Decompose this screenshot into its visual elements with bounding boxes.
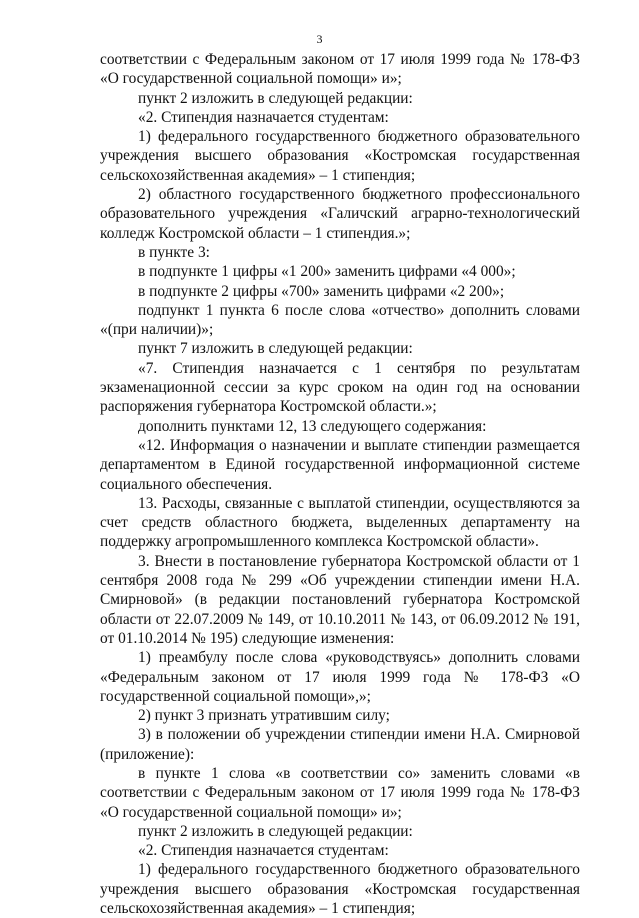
paragraph: пункт 7 изложить в следующей редакции: xyxy=(138,340,413,358)
paragraph: в пункте 3: xyxy=(138,243,210,261)
paragraph: подпункт 1 пункта 6 после слова «отчество» дополнить словами «(при наличии)»; xyxy=(100,301,580,339)
paragraph: 3) в положении об учреждении стипендии имени Н.А. Смирновой (приложение): xyxy=(100,726,580,763)
paragraph: в пункте 1 слова «в соответствии со» заменить словами «в соответствии с Федеральным законом от 17 июля 1999 года № 178-ФЗ «О государственной социальной помощи» и»; xyxy=(100,764,580,821)
paragraph: соответствии с Федеральным законом от 17 июля 1999 года № 178-ФЗ «О государственной социальной помощи» и»; xyxy=(100,51,580,88)
paragraph: 2) областного государственного бюджетного профессионального образовательного учреждения «Галичский аграрно-технологический колледж Костромской области – 1 стипендия.»; xyxy=(100,186,580,242)
document-body xyxy=(100,50,580,918)
paragraph: «12. Информация о назначении и выплате стипендии размещается департаментом в Единой государственной информационной системе социального обеспечения. xyxy=(100,436,580,493)
paragraph: 13. Расходы, связанные с выплатой стипендии, осуществляются за счет средств областного бюджета, выделенных департаменту на поддержку агропромышленного комплекса Костромской области». xyxy=(100,494,580,551)
paragraph: в подпункте 1 цифры «1 200» заменить цифрами «4 000»; xyxy=(138,263,516,281)
page-number: 3 xyxy=(316,32,323,46)
paragraph: «2. Стипендия назначается студентам: xyxy=(138,842,389,860)
paragraph: пункт 2 изложить в следующей редакции: xyxy=(138,822,413,840)
paragraph: пункт 2 изложить в следующей редакции: xyxy=(138,89,413,107)
paragraph: «2. Стипендия назначается студентам: xyxy=(138,108,389,126)
paragraph: 2) пункт 3 признать утратившим силу; xyxy=(138,707,390,725)
paragraph: 1) федерального государственного бюджетного образовательного учреждения высшего образования «Костромская государственная сельскохозяйственная академия» – 1 стипендия; xyxy=(100,128,580,184)
paragraph: в подпункте 2 цифры «700» заменить цифрами «2 200»; xyxy=(138,282,505,300)
paragraph: 1) преамбулу после слова «руководствуясь» дополнить словами «Федеральным законом от 17 июля 1999 года № 178-ФЗ «О государственной социальной помощи»,»; xyxy=(100,649,580,705)
paragraph: «7. Стипендия назначается с 1 сентября по результатам экзаменационной сессии за курс сроком на один год на основании распоряжения губернатора Костромской области.»; xyxy=(100,359,580,416)
paragraph: дополнить пунктами 12, 13 следующего содержания: xyxy=(138,417,487,435)
paragraph: 1) федерального государственного бюджетного образовательного учреждения высшего образования «Костромская государственная сельскохозяйственная академия» – 1 стипендия; xyxy=(100,861,580,918)
paragraph: 3. Внести в постановление губернатора Костромской области от 1 сентября 2008 года № 299 «Об учреждении стипендии имени Н.А. Смирновой» (в редакции постановлений губернатора Костромской области от 22.07.2009 № 149, от 10.10.2011 № 143, от 06.09.2012 № 191, от 01.10.2014 № 195) следующие изменения: xyxy=(100,552,580,647)
